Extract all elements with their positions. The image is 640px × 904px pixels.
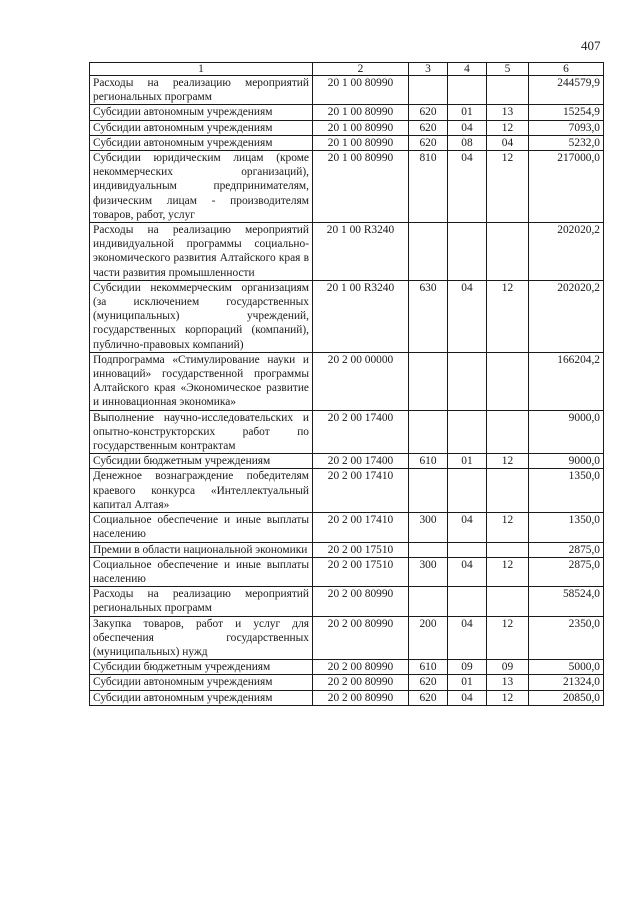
section-code: 04 bbox=[448, 151, 487, 223]
table-row bbox=[90, 660, 604, 675]
expense-type-code bbox=[409, 542, 448, 557]
amount: 1350,0 bbox=[529, 513, 604, 542]
subsection-code bbox=[487, 587, 529, 616]
expense-type-code: 200 bbox=[409, 616, 448, 660]
expense-type-code: 620 bbox=[409, 105, 448, 120]
subsection-code: 12 bbox=[487, 557, 529, 586]
target-code: 20 2 00 80990 bbox=[313, 660, 409, 675]
expense-name: Субсидии автономным учреждениям bbox=[90, 135, 313, 150]
table-row bbox=[90, 454, 604, 469]
section-code: 04 bbox=[448, 690, 487, 705]
amount: 202020,2 bbox=[529, 223, 604, 281]
amount: 5000,0 bbox=[529, 660, 604, 675]
target-code: 20 1 00 R3240 bbox=[313, 223, 409, 281]
table-row bbox=[90, 280, 604, 352]
budget-table bbox=[89, 62, 604, 706]
table-row bbox=[90, 76, 604, 105]
target-code: 20 2 00 17410 bbox=[313, 513, 409, 542]
section-code bbox=[448, 76, 487, 105]
amount: 2350,0 bbox=[529, 616, 604, 660]
table-row bbox=[90, 410, 604, 454]
section-code bbox=[448, 352, 487, 410]
amount: 58524,0 bbox=[529, 587, 604, 616]
target-code: 20 1 00 80990 bbox=[313, 120, 409, 135]
subsection-code: 12 bbox=[487, 454, 529, 469]
expense-type-code: 810 bbox=[409, 151, 448, 223]
table-row bbox=[90, 616, 604, 660]
amount: 1350,0 bbox=[529, 469, 604, 513]
page-number: 407 bbox=[581, 38, 601, 53]
expense-name: Подпрограмма «Стимулирование науки и инноваций» государственной программы Алтайского края «Экономическое развитие и инновационная экономика» bbox=[90, 352, 313, 410]
expense-type-code: 630 bbox=[409, 280, 448, 352]
table-row bbox=[90, 469, 604, 513]
expense-name: Расходы на реализацию мероприятий региональных программ bbox=[90, 76, 313, 105]
expense-name: Субсидии автономным учреждениям bbox=[90, 120, 313, 135]
amount: 21324,0 bbox=[529, 675, 604, 690]
expense-name: Премии в области национальной экономики bbox=[90, 542, 313, 557]
amount: 2875,0 bbox=[529, 557, 604, 586]
table-row bbox=[90, 223, 604, 281]
section-code: 04 bbox=[448, 280, 487, 352]
amount: 2875,0 bbox=[529, 542, 604, 557]
expense-name: Социальное обеспечение и иные выплаты населению bbox=[90, 557, 313, 586]
subsection-code: 12 bbox=[487, 616, 529, 660]
section-code bbox=[448, 542, 487, 557]
expense-type-code: 300 bbox=[409, 513, 448, 542]
expense-name: Денежное вознаграждение победителям краевого конкурса «Интеллектуальный капитал Алтая» bbox=[90, 469, 313, 513]
expense-name: Субсидии автономным учреждениям bbox=[90, 690, 313, 705]
subsection-code: 12 bbox=[487, 513, 529, 542]
target-code: 20 1 00 80990 bbox=[313, 151, 409, 223]
expense-type-code bbox=[409, 223, 448, 281]
section-code bbox=[448, 410, 487, 454]
expense-name: Закупка товаров, работ и услуг для обеспечения государственных (муниципальных) нужд bbox=[90, 616, 313, 660]
amount: 20850,0 bbox=[529, 690, 604, 705]
table-row bbox=[90, 542, 604, 557]
expense-name: Расходы на реализацию мероприятий региональных программ bbox=[90, 587, 313, 616]
expense-name: Социальное обеспечение и иные выплаты населению bbox=[90, 513, 313, 542]
section-code: 01 bbox=[448, 105, 487, 120]
amount: 5232,0 bbox=[529, 135, 604, 150]
section-code bbox=[448, 469, 487, 513]
budget-table-body bbox=[90, 63, 604, 706]
expense-type-code: 610 bbox=[409, 660, 448, 675]
target-code: 20 1 00 R3240 bbox=[313, 280, 409, 352]
section-code: 04 bbox=[448, 557, 487, 586]
section-code: 04 bbox=[448, 120, 487, 135]
target-code: 20 2 00 00000 bbox=[313, 352, 409, 410]
amount: 166204,2 bbox=[529, 352, 604, 410]
subsection-code: 12 bbox=[487, 151, 529, 223]
expense-type-code: 610 bbox=[409, 454, 448, 469]
table-row bbox=[90, 135, 604, 150]
column-number: 1 bbox=[90, 63, 313, 76]
expense-type-code: 620 bbox=[409, 690, 448, 705]
section-code: 01 bbox=[448, 454, 487, 469]
column-number: 6 bbox=[529, 63, 604, 76]
subsection-code bbox=[487, 76, 529, 105]
amount: 244579,9 bbox=[529, 76, 604, 105]
expense-name: Субсидии бюджетным учреждениям bbox=[90, 660, 313, 675]
subsection-code bbox=[487, 469, 529, 513]
target-code: 20 2 00 17400 bbox=[313, 454, 409, 469]
table-row bbox=[90, 675, 604, 690]
expense-name: Субсидии бюджетным учреждениям bbox=[90, 454, 313, 469]
expense-name: Выполнение научно-исследовательских и опытно-конструкторских работ по государственным контрактам bbox=[90, 410, 313, 454]
subsection-code: 13 bbox=[487, 105, 529, 120]
amount: 7093,0 bbox=[529, 120, 604, 135]
expense-type-code bbox=[409, 352, 448, 410]
subsection-code: 13 bbox=[487, 675, 529, 690]
table-row bbox=[90, 587, 604, 616]
expense-name: Субсидии некоммерческим организациям (за исключением государственных (муниципальных) учреждений, государственных корпораций (компаний), публично-правовых компаний) bbox=[90, 280, 313, 352]
section-code bbox=[448, 587, 487, 616]
section-code: 09 bbox=[448, 660, 487, 675]
target-code: 20 2 00 80990 bbox=[313, 616, 409, 660]
subsection-code bbox=[487, 352, 529, 410]
table-row bbox=[90, 151, 604, 223]
expense-type-code bbox=[409, 587, 448, 616]
column-number: 3 bbox=[409, 63, 448, 76]
target-code: 20 2 00 17510 bbox=[313, 542, 409, 557]
column-number: 2 bbox=[313, 63, 409, 76]
table-row bbox=[90, 352, 604, 410]
table-row bbox=[90, 513, 604, 542]
section-code: 04 bbox=[448, 616, 487, 660]
table-row bbox=[90, 690, 604, 705]
target-code: 20 2 00 17400 bbox=[313, 410, 409, 454]
amount: 217000,0 bbox=[529, 151, 604, 223]
amount: 202020,2 bbox=[529, 280, 604, 352]
expense-type-code: 620 bbox=[409, 120, 448, 135]
expense-name: Субсидии автономным учреждениям bbox=[90, 675, 313, 690]
target-code: 20 1 00 80990 bbox=[313, 135, 409, 150]
target-code: 20 2 00 17410 bbox=[313, 469, 409, 513]
expense-type-code bbox=[409, 410, 448, 454]
target-code: 20 2 00 80990 bbox=[313, 690, 409, 705]
section-code bbox=[448, 223, 487, 281]
target-code: 20 1 00 80990 bbox=[313, 105, 409, 120]
expense-name: Субсидии автономным учреждениям bbox=[90, 105, 313, 120]
column-number: 5 bbox=[487, 63, 529, 76]
column-number: 4 bbox=[448, 63, 487, 76]
expense-name: Субсидии юридическим лицам (кроме некоммерческих организаций), индивидуальным предпринимателям, физическим лицам - производителям товаров, работ, услуг bbox=[90, 151, 313, 223]
table-row bbox=[90, 105, 604, 120]
target-code: 20 2 00 80990 bbox=[313, 587, 409, 616]
subsection-code: 12 bbox=[487, 690, 529, 705]
subsection-code bbox=[487, 223, 529, 281]
expense-type-code: 300 bbox=[409, 557, 448, 586]
expense-name: Расходы на реализацию мероприятий индивидуальной программы социально-экономического развития Алтайского края в части развития промышленности bbox=[90, 223, 313, 281]
expense-type-code bbox=[409, 76, 448, 105]
amount: 15254,9 bbox=[529, 105, 604, 120]
target-code: 20 2 00 80990 bbox=[313, 675, 409, 690]
subsection-code: 12 bbox=[487, 120, 529, 135]
expense-type-code: 620 bbox=[409, 675, 448, 690]
expense-type-code: 620 bbox=[409, 135, 448, 150]
section-code: 04 bbox=[448, 513, 487, 542]
target-code: 20 2 00 17510 bbox=[313, 557, 409, 586]
subsection-code bbox=[487, 542, 529, 557]
subsection-code: 12 bbox=[487, 280, 529, 352]
section-code: 01 bbox=[448, 675, 487, 690]
column-number-row bbox=[90, 63, 604, 76]
amount: 9000,0 bbox=[529, 410, 604, 454]
subsection-code: 09 bbox=[487, 660, 529, 675]
amount: 9000,0 bbox=[529, 454, 604, 469]
table-row bbox=[90, 120, 604, 135]
expense-type-code bbox=[409, 469, 448, 513]
subsection-code: 04 bbox=[487, 135, 529, 150]
table-row bbox=[90, 557, 604, 586]
subsection-code bbox=[487, 410, 529, 454]
target-code: 20 1 00 80990 bbox=[313, 76, 409, 105]
section-code: 08 bbox=[448, 135, 487, 150]
